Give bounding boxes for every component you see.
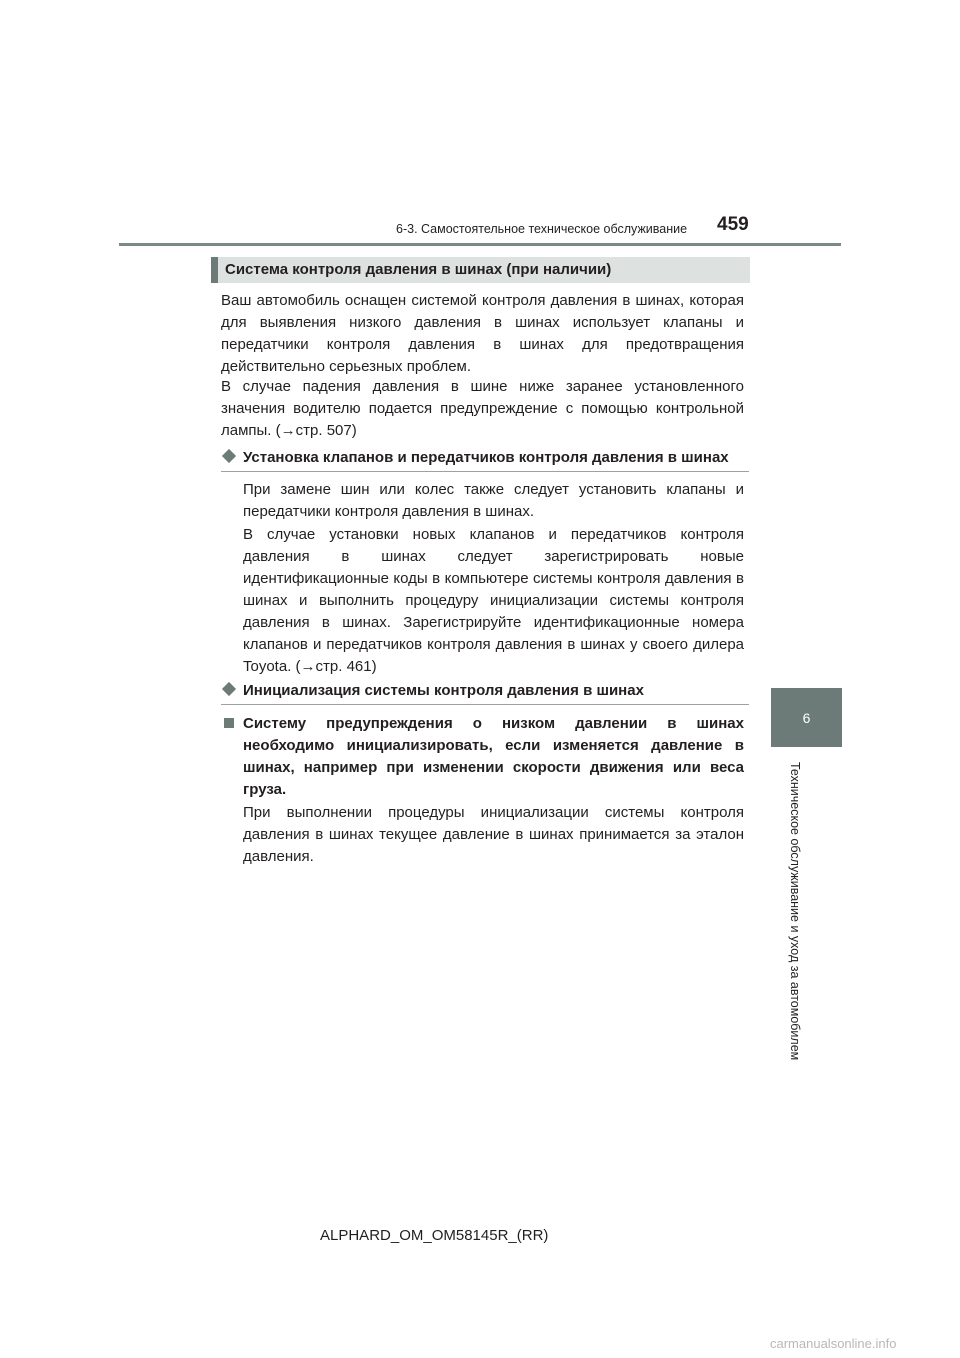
intro-paragraph: Ваш автомобиль оснащен системой контроля давления в шинах, которая для выявления низкого давления в шинах использует клапаны и передатчики контроля давления в шинах для предотвращения действительно серьезных проблем. [221, 292, 744, 375]
initialization-paragraph: При выполнении процедуры инициализации системы контроля давления в шинах текущее давление в шинах принимается за эталон давления. [243, 804, 744, 865]
subsection-heading-text: Установка клапанов и передатчиков контроля давления в шинах [243, 449, 729, 466]
warning-paragraph: В случае падения давления в шине ниже заранее установленного значения водителю подается предупреждение с помощью контрольной лампы. (→стр. 507) [221, 378, 744, 439]
watermark: carmanualsonline.info [770, 1336, 897, 1351]
subsection-heading-installation [221, 449, 749, 472]
subsection-heading-initialization [221, 682, 749, 705]
section-heading-bar [211, 257, 750, 283]
chapter-tab [771, 688, 842, 747]
square-bullet-icon [224, 718, 234, 728]
subsection-heading-text: Инициализация системы контроля давления в шинах [243, 682, 644, 699]
chapter-title-vertical: Техническое обслуживание и уход за автомобилем [788, 762, 802, 1061]
section-accent [211, 257, 218, 283]
header-section-title: 6-3. Самостоятельное техническое обслуживание [396, 222, 688, 236]
header-divider [119, 243, 841, 246]
bullet-item [224, 713, 744, 801]
diamond-bullet-icon [222, 449, 236, 463]
section-title: Система контроля давления в шинах (при наличии) [225, 261, 612, 278]
installation-paragraph-1: При замене шин или колес также следует установить клапаны и передатчики контроля давления в шинах. [243, 481, 744, 520]
installation-paragraph-2: В случае установки новых клапанов и передатчиков контроля давления в шинах следует зарегистрировать новые идентификационные коды в компьютере системы контроля давления в шинах и выполнить процедуру инициализации системы контроля давления в шинах. Зарегистрируйте идентификационные номера клапанов и передатчиков контроля давления в шинах у своего дилера Toyota. (→стр. 461) [243, 526, 744, 675]
bullet-text: Систему предупреждения о низком давлении в шинах необходимо инициализировать, если изменяется давление в шинах, например при изменении скорости движения или веса груза. [243, 715, 744, 798]
footer-code: ALPHARD_OM_OM58145R_(RR) [320, 1227, 549, 1244]
page-number: 459 [717, 214, 749, 235]
diamond-bullet-icon [222, 682, 236, 696]
chapter-number: 6 [802, 709, 811, 726]
